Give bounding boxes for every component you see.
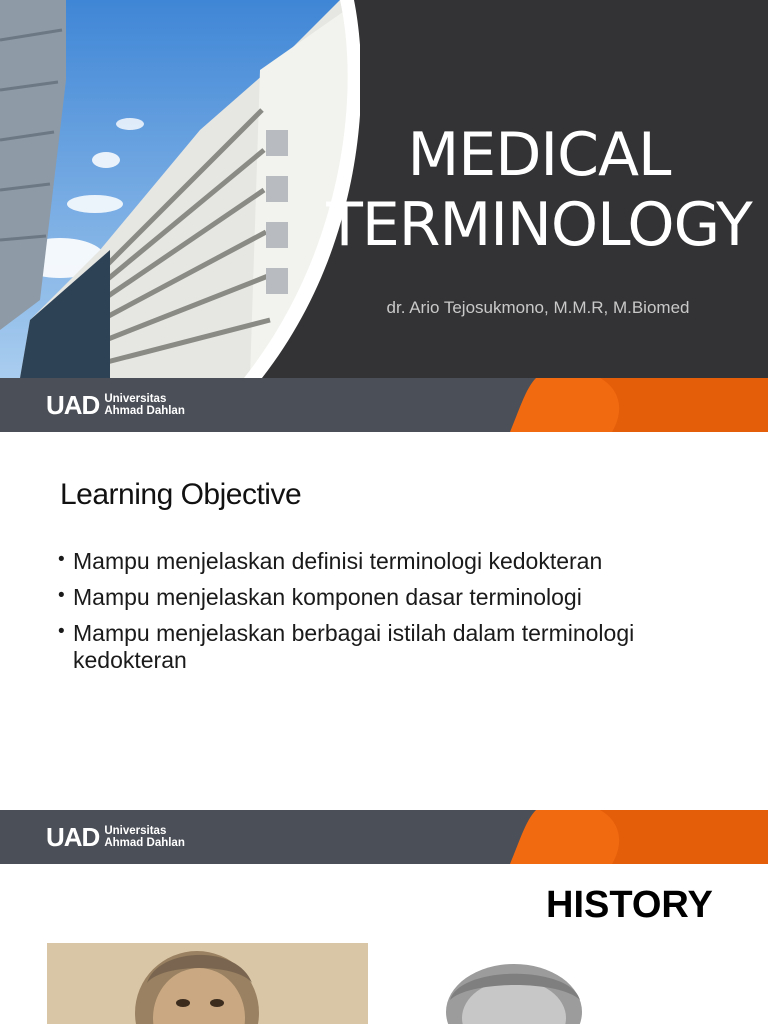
logo-line-2: Ahmad Dahlan [104, 405, 185, 417]
slide-heading: Learning Objective [60, 478, 302, 511]
footer-bar [0, 810, 768, 864]
logo-line-1: Universitas [104, 393, 167, 405]
objective-text: Mampu menjelaskan definisi terminologi kedokteran [73, 548, 603, 574]
footer-bar [0, 378, 768, 432]
logo-text [104, 393, 185, 417]
bullet-icon: • [58, 549, 65, 570]
campus-building-photo [0, 0, 360, 378]
logo-line-2: Ahmad Dahlan [104, 837, 185, 849]
presentation-title [310, 120, 768, 260]
title-slide [0, 0, 768, 432]
logo-line-1: Universitas [104, 825, 167, 837]
list-item [58, 584, 738, 611]
list-item [58, 548, 738, 575]
bust-portrait-image [440, 960, 590, 1024]
objective-text: Mampu menjelaskan komponen dasar terminologi [73, 584, 582, 610]
learning-objective-slide [0, 432, 768, 866]
history-slide [0, 866, 768, 1024]
bullet-icon: • [58, 621, 65, 642]
title-line-1: MEDICAL [407, 120, 671, 190]
uad-logo [46, 822, 185, 852]
title-line-2: TERMINOLOGY [326, 190, 752, 260]
uad-logo [46, 390, 185, 420]
author-name: dr. Ario Tejosukmono, M.M.R, M.Biomed [386, 298, 690, 317]
logo-mark: UAD [46, 822, 100, 852]
logo-text [104, 825, 185, 849]
hippocrates-portrait-image [47, 943, 368, 1024]
list-item [58, 620, 738, 674]
objective-list [58, 548, 738, 683]
slide-heading: HISTORY [546, 884, 713, 926]
objective-text: Mampu menjelaskan berbagai istilah dalam terminologi kedokteran [73, 620, 635, 673]
bullet-icon: • [58, 585, 65, 606]
logo-mark: UAD [46, 390, 100, 420]
